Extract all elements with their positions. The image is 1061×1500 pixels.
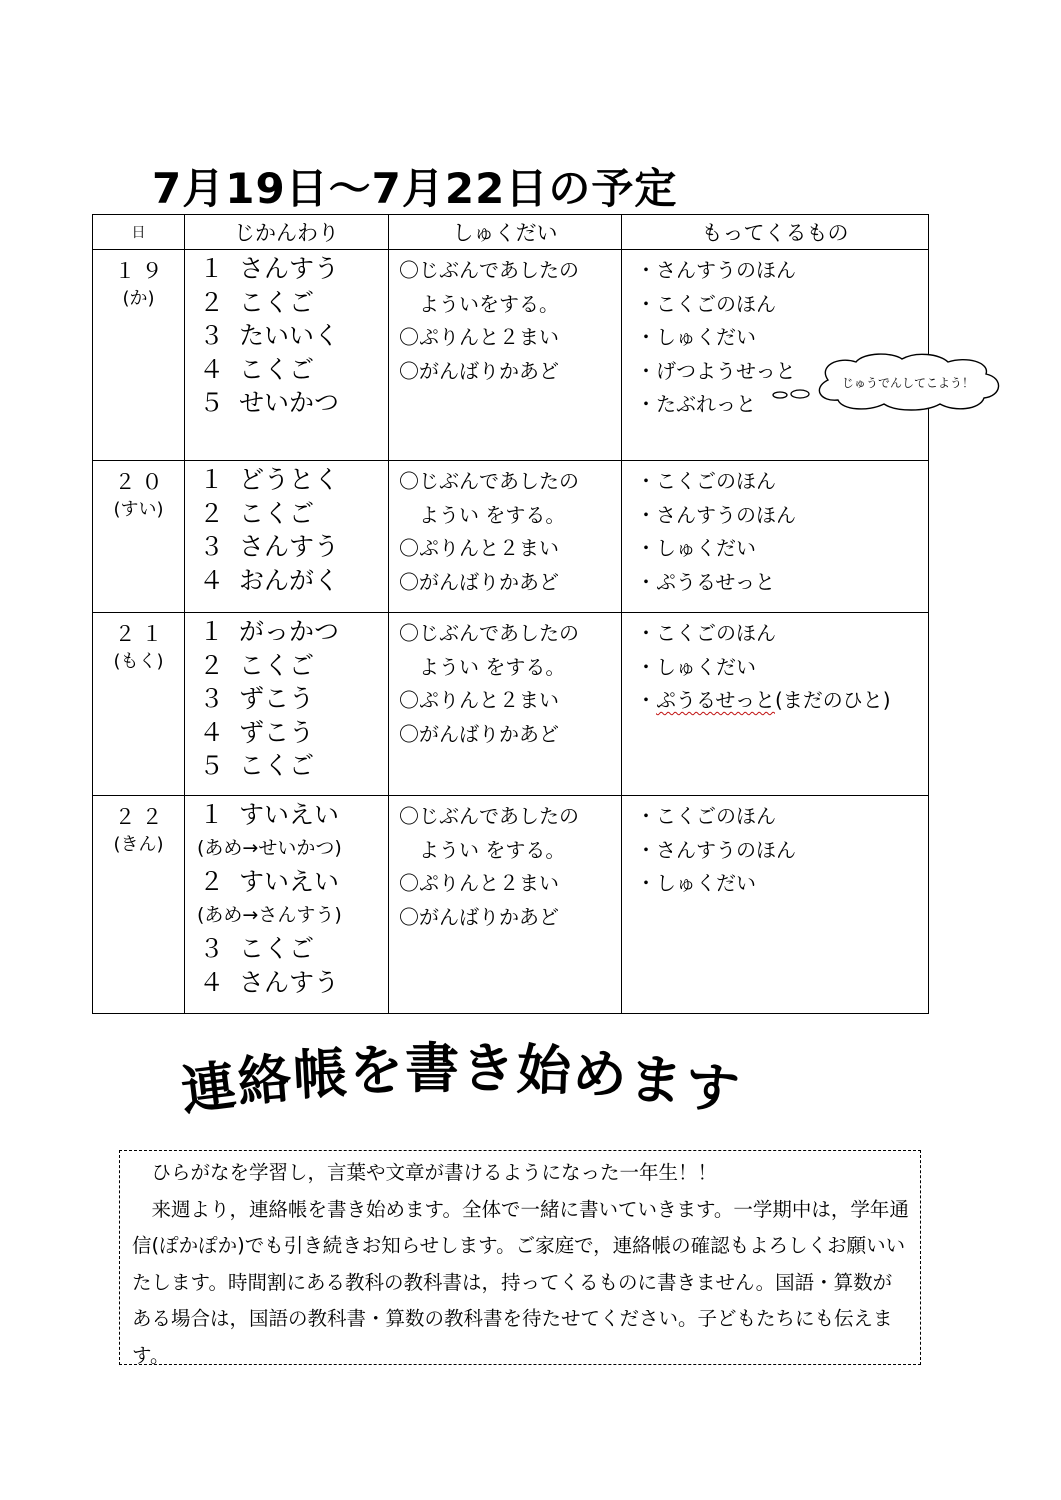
timetable-cell [185, 796, 389, 1014]
bubble-text: じゅうでんしてこよう！ [842, 376, 975, 390]
period: ５ こくご [199, 751, 315, 781]
banner-char: 書 [405, 1037, 459, 1100]
period: ４ こくご [199, 354, 315, 384]
period: ３ たいいく [199, 321, 340, 351]
homework-cell [389, 796, 622, 1014]
table-header-row [93, 215, 929, 250]
period: １ すいえい [199, 800, 340, 829]
date-number: ２１ [114, 622, 169, 646]
bring-item: ・しゅくだい [636, 654, 756, 679]
table-row [93, 461, 929, 613]
period: ２ すいえい [199, 867, 340, 897]
weekday: (すい) [113, 499, 164, 520]
homework-cell [389, 613, 622, 796]
pool-set-note: (まだのひと) [775, 688, 891, 713]
schedule-table [92, 214, 929, 1014]
weekday: (もく) [113, 651, 164, 672]
bring-item: ・しゅくだい [636, 536, 756, 561]
header-day: 日 [93, 215, 185, 250]
period: ２ こくご [199, 287, 315, 317]
header-homework: しゅくだい [389, 215, 622, 250]
homework-item: 〇がんばりかあど [399, 904, 559, 929]
homework-item: よういをする。 [419, 291, 559, 316]
date-number: ２２ [114, 805, 169, 829]
bring-item: ・さんすうのほん [636, 502, 796, 527]
period: ３ こくご [199, 934, 315, 964]
banner-char: ま [625, 1046, 686, 1115]
banner-char: き [460, 1036, 516, 1101]
day-cell [93, 796, 185, 1014]
bring-item: ・しゅくだい [636, 325, 756, 350]
day-cell [93, 461, 185, 613]
rain-note: (あめ→さんすう) [197, 903, 342, 926]
period: ３ ずこう [199, 684, 315, 714]
homework-item: ようい をする。 [419, 837, 566, 862]
period: ４ おんがく [199, 565, 340, 595]
bring-item: ・さんすうのほん [636, 258, 796, 282]
bring-item: ・ぷうるせっと(まだのひと) [636, 688, 891, 713]
bring-item: ・こくごのほん [636, 804, 776, 828]
bring-item: ・さんすうのほん [636, 837, 796, 862]
bring-item: ・こくごのほん [636, 621, 776, 645]
homework-item: 〇ぷりんと２まい [399, 688, 559, 713]
period: １ がっかつ [199, 617, 340, 646]
banner-char: 始 [515, 1038, 572, 1103]
bring-cell [622, 461, 929, 613]
bring-item: ・こくごのほん [636, 291, 776, 316]
bring-item: ・しゅくだい [636, 871, 756, 896]
period: ３ さんすう [199, 532, 340, 562]
banner-char: 連 [177, 1053, 240, 1124]
homework-item: 〇ぷりんと２まい [399, 536, 559, 561]
banner-char: 絡 [234, 1046, 294, 1115]
timetable-cell [185, 461, 389, 613]
homework-item: 〇ぷりんと２まい [399, 325, 559, 350]
homework-item: ようい をする。 [419, 502, 566, 527]
banner-heading [177, 1030, 880, 1124]
bring-cell [622, 613, 929, 796]
homework-item: 〇じぶんであしたの [399, 469, 579, 493]
rain-note: (あめ→せいかつ) [197, 836, 342, 859]
homework-item: ようい をする。 [419, 654, 566, 679]
homework-item: 〇ぷりんと２まい [399, 871, 559, 896]
notice-line-1: ひらがなを学習し，言葉や文章が書けるようになった一年生！！ [151, 1161, 718, 1184]
bring-item: ・たぶれっと [636, 392, 756, 417]
period: ５ せいかつ [199, 388, 340, 418]
bring-item: ・げつようせっと [636, 358, 796, 383]
date-number: １９ [114, 259, 169, 283]
page-title: 7月19日～7月22日の予定 [152, 164, 678, 213]
homework-cell [389, 250, 622, 461]
timetable-cell [185, 250, 389, 461]
banner-char: め [570, 1041, 629, 1108]
period: ２ こくご [199, 650, 315, 680]
bring-cell [622, 796, 929, 1014]
weekday: (か) [122, 288, 155, 309]
period: １ どうとく [199, 465, 340, 494]
period: ４ ずこう [199, 717, 315, 747]
period: ２ こくご [199, 498, 315, 528]
homework-item: 〇じぶんであしたの [399, 621, 579, 645]
pool-set-text: ぷうるせっと [656, 688, 775, 713]
homework-item: 〇がんばりかあど [399, 569, 559, 594]
banner-chars [177, 1030, 743, 1124]
timetable-cell [185, 613, 389, 796]
table-row [93, 796, 929, 1014]
header-items-to-bring: もってくるもの [622, 215, 929, 250]
homework-item: 〇がんばりかあど [399, 358, 559, 383]
homework-cell [389, 461, 622, 613]
date-number: ２０ [114, 470, 169, 494]
banner-char: 帳 [291, 1041, 349, 1108]
period: １ さんすう [199, 254, 340, 283]
notice-box [119, 1150, 921, 1365]
notice-line-2: 来週より，連絡帳を書き始めます。全体で一緒に書いていきます。一学期中は，学年通信(ぽかぽか)でも引き続きお知らせします。ご家庭で，連絡帳の確認もよろしくお願いいたします。時間割にある教科の教科書は，持ってくるものに書きません。国語・算数がある場合は，国語の教科書・算数の教科書を待たせてください。子どもたちにも伝えます。 [132, 1197, 909, 1367]
banner-char: す [680, 1053, 743, 1124]
table-row [93, 613, 929, 796]
day-cell [93, 250, 185, 461]
homework-item: 〇じぶんであしたの [399, 804, 579, 828]
day-cell [93, 613, 185, 796]
banner-char: を [348, 1038, 404, 1103]
bring-item: ・ぷうるせっと [636, 569, 775, 594]
period: ４ さんすう [199, 967, 340, 997]
notice-paragraph [132, 1155, 910, 1192]
homework-item: 〇がんばりかあど [399, 721, 559, 746]
notice-paragraph [132, 1192, 910, 1375]
bring-item: ・こくごのほん [636, 469, 776, 493]
header-timetable: じかんわり [185, 215, 389, 250]
homework-item: 〇じぶんであしたの [399, 258, 579, 282]
weekday: (きん) [113, 834, 164, 855]
